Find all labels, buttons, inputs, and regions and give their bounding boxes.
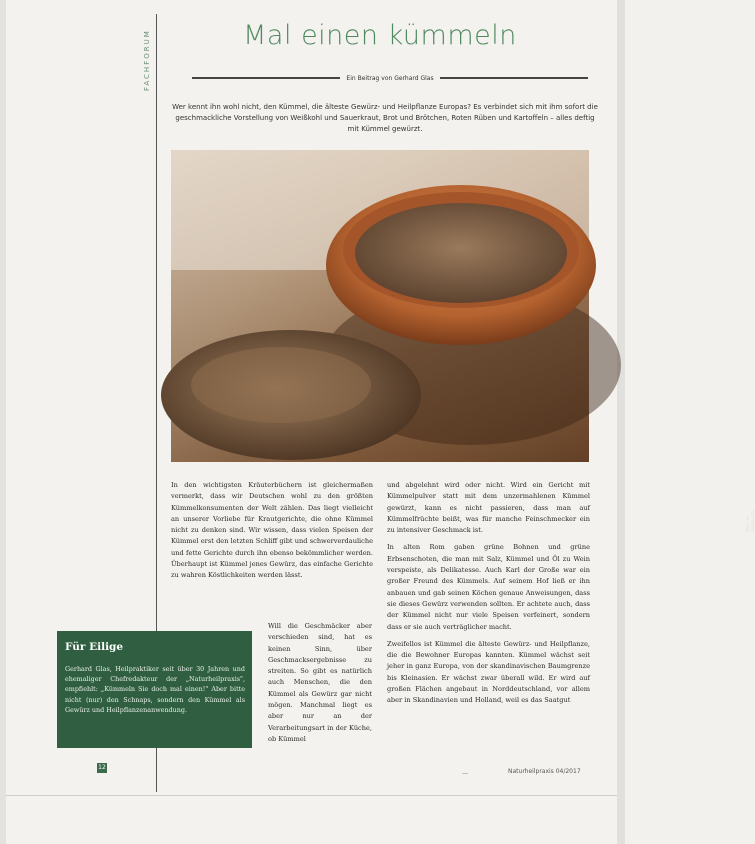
scan-edge-right (617, 0, 625, 844)
scan-edge-left (0, 0, 6, 844)
column-b-paragraph-2: In alten Rom gaben grüne Bohnen und grüne Erbsenschoten, die man mit Salz, Kümmel und Öl zu Wein verspeiste, als Delikatesse. Auch Karl der Große war ein großer Freund des Kümmels. Auf seinem Hof ließ er ihn anbauen und gab seinen Köchen genaue Anweisungen, dass sie dieses Gewürz verwenden sollten. Er achtete auch, dass der Kümmel nicht nur viele Speisen verfeinert, sondern dass er sie auch verträglicher macht. (387, 543, 590, 631)
column-a (171, 480, 373, 588)
quick-read-box (57, 631, 252, 748)
column-a-paragraph-1: In den wichtigsten Kräuterbüchern ist gleichermaßen vermerkt, dass wir Deutschen wohl zu den größten Kümmelkonsumenten der Welt zählen. Das liegt vielleicht an unserer Vorliebe für Krautgerichte, die ohne Kümmel nicht zu denken sind. Wir wissen, dass vielen Speisen der Kümmel erst den letzten Schliff gibt und schwerverdauliche und fette Gerichte durch ihn ebenso bekömmlicher werden. Überhaupt ist Kümmel jenes Gewürz, das einfache Gerichte zu wahren Köstlichkeiten werden lässt. (171, 481, 373, 580)
article-title: Mal einen kümmeln (243, 20, 517, 51)
photo-credit: Foto: © fotolia.com (745, 510, 755, 533)
column-b-paragraph-3: Zweifellos ist Kümmel die älteste Gewürz- und Heilpflanze, die die Bewohner Europas kannten. Kümmel wächst seit jeher in ganz Europa, von der skandinavischen Baumgrenze bis Kleinasien. Er wächst zwar überall wild. Er wird auf großen Flächen angebaut in Norddeutschland, vor allem aber in Skandinavien und Holland, weil es das Saatgut (387, 639, 590, 705)
section-tag: FACHFORUM (143, 29, 151, 91)
column-a-narrow (268, 621, 372, 751)
footer-dash: — (462, 770, 468, 777)
column-a-paragraph-2: Will die Geschmäcker aber verschieden sind, hat es keinen Sinn, über Geschmacksergebnisse zu streiten. So gibt es natürlich auch Menschen, die den Kümmel als Gewürz gar nicht mögen. Manchmal liegt es aber nur an der Verarbeitungsart in der Küche, ob Kümmel (268, 622, 372, 743)
byline-rule-right (440, 77, 588, 79)
column-b-paragraph-1: und abgelehnt wird oder nicht. Wird ein Gericht mit Kümmelpulver statt mit dem unzermahlenen Kümmel gewürzt, kann es nicht passieren, dass man auf Kümmelfrüchte beißt, was für manche Feinschmecker ein zu intensiver Geschmack ist. (387, 481, 590, 535)
footer-magazine: Naturheilpraxis 04/2017 (508, 768, 581, 775)
quick-read-text: Gerhard Glas, Heilpraktiker seit über 30 Jahren und ehemaliger Chefredakteur der „Naturheilpraxis", empfiehlt: „Kümmeln Sie doch mal einen!" Aber bitte nicht (nur) den Schnaps, sondern den Kümmel als Gewürz und Heilpflanzenanwendung. (65, 665, 245, 714)
intro-text: Wer kennt ihn wohl nicht, den Kümmel, die älteste Gewürz- und Heilpflanze Europas? Es verbindet sich mit ihm sofort die geschmackliche Vorstellung von Weißkohl und Sauerkraut, Brot und Brötchen, Roten Rüben und Kartoffeln – alles deftig mit Kümmel gewürzt. (172, 103, 598, 133)
byline-row (192, 72, 588, 84)
column-b (387, 480, 590, 713)
byline-rule-left (192, 77, 340, 79)
page-number: 12 (98, 764, 106, 771)
quick-read-title: Für Eilige (65, 641, 124, 653)
fold-line (6, 795, 617, 796)
byline: Ein Beitrag von Gerhard Glas (346, 74, 434, 82)
